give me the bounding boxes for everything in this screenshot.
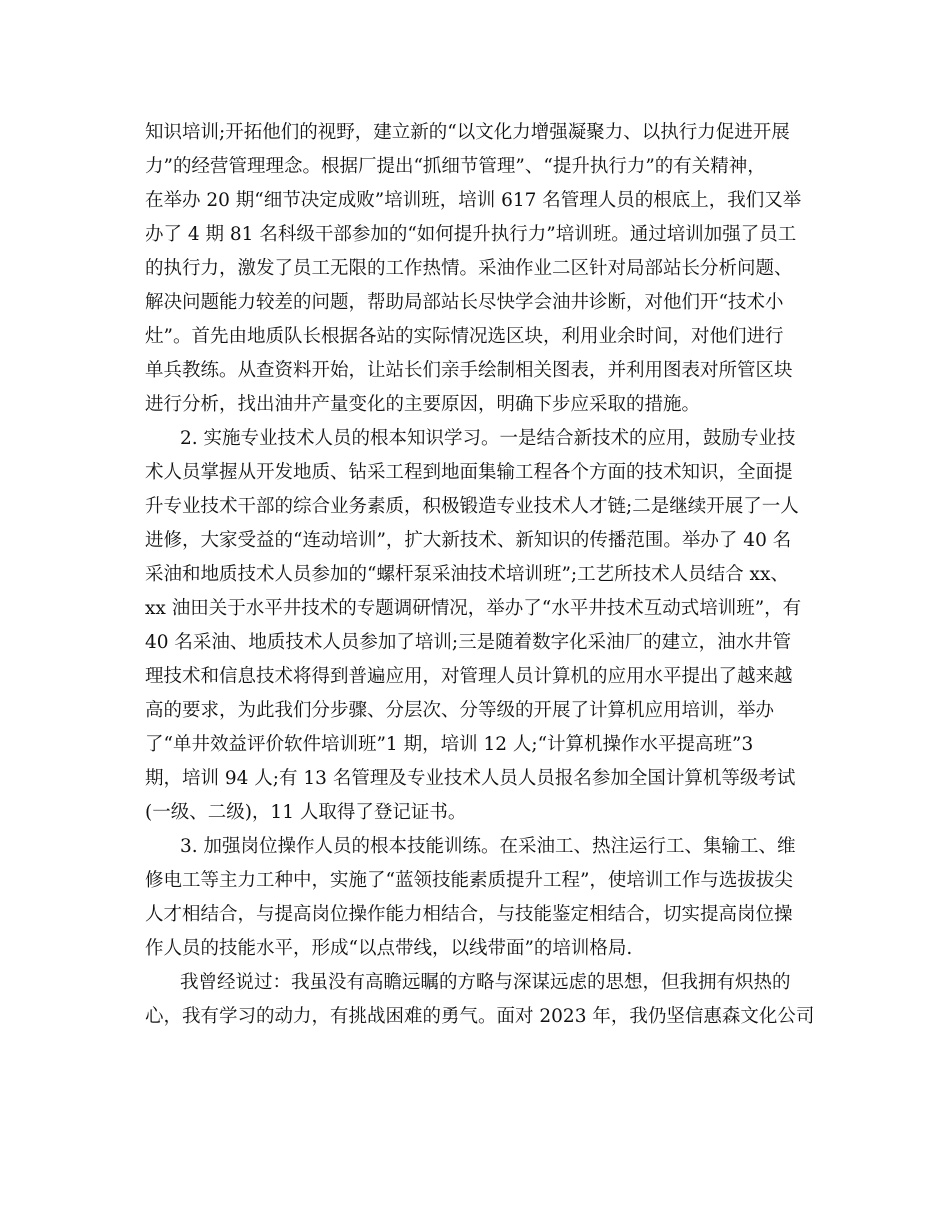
text-line: 单兵教练。从查资料开始，让站长们亲手绘制相关图表，并利用图表对所管区块 — [145, 360, 793, 381]
text-line: xx 油田关于水平井技术的专题调研情况，举办了“水平井技术互动式培训班”，有 — [145, 598, 802, 619]
text-line: 作人员的技能水平，形成“以点带线，以线带面”的培训格局. — [145, 938, 633, 959]
text-line: 的执行力，激发了员工无限的工作热情。采油作业二区针对局部站长分析问题、 — [145, 258, 793, 279]
text-line: 理技术和信息技术将得到普遍应用，对管理人员计算机的应用水平提出了越来越 — [145, 666, 793, 687]
text-line: 期，培训 94 人;有 13 名管理及专业技术人员人员报名参加全国计算机等级考试 — [145, 768, 796, 789]
text-line: 高的要求，为此我们分步骤、分层次、分等级的开展了计算机应用培训，举办 — [145, 700, 775, 721]
text-line: 在举办 20 期“细节决定成败”培训班，培训 617 名管理人员的根底上，我们又举 — [145, 190, 802, 211]
paragraph-3-first-line: 3. 加强岗位操作人员的根本技能训练。在采油工、热注运行工、集输工、维 — [180, 836, 796, 857]
text-line: 解决问题能力较差的问题，帮助局部站长尽快学会油井诊断，对他们开“技术小 — [145, 292, 784, 313]
text-line: 采油和地质技术人员参加的“螺杆泵采油技术培训班”;工艺所技术人员结合 xx、 — [145, 564, 789, 585]
text-line: (一级、二级)，11 人取得了登记证书。 — [145, 802, 467, 823]
text-line: 力”的经营管理理念。根据厂提出“抓细节管理”、“提升执行力”的有关精神， — [145, 156, 766, 177]
text-line: 升专业技术干部的综合业务素质，积极锻造专业技术人才链;二是继续开展了一人 — [145, 496, 799, 517]
text-line: 人才相结合，与提高岗位操作能力相结合，与技能鉴定相结合，切实提高岗位操 — [145, 904, 793, 925]
text-line: 办了 4 期 81 名科级干部参加的“如何提升执行力”培训班。通过培训加强了员工 — [145, 224, 797, 245]
paragraph-4-first-line: 我曾经说过：我虽没有高瞻远瞩的方略与深谋远虑的思想，但我拥有炽热的 — [180, 972, 791, 993]
paragraph-2-first-line: 2. 实施专业技术人员的根本知识学习。一是结合新技术的应用，鼓励专业技 — [180, 428, 796, 449]
text-line: 知识培训;开拓他们的视野，建立新的“以文化力增强凝聚力、以执行力促进开展 — [145, 122, 790, 143]
text-line: 40 名采油、地质技术人员参加了培训;三是随着数字化采油厂的建立，油水井管 — [145, 632, 792, 653]
text-line: 了“单井效益评价软件培训班”1 期，培训 12 人;“计算机操作水平提高班”3 — [145, 734, 754, 755]
text-line: 进修，大家受益的“连动培训”，扩大新技术、新知识的传播范围。举办了 40 名 — [145, 530, 792, 551]
text-line: 修电工等主力工种中，实施了“蓝领技能素质提升工程”，使培训工作与选拔拔尖 — [145, 870, 793, 891]
text-line: 灶”。首先由地质队长根据各站的实际情况选区块，利用业余时间，对他们进行 — [145, 326, 784, 347]
text-line: 术人员掌握从开发地质、钻采工程到地面集输工程各个方面的技术知识，全面提 — [145, 462, 793, 483]
text-line: 心，我有学习的动力，有挑战困难的勇气。面对 2023 年，我仍坚信惠森文化公司 — [145, 1006, 815, 1027]
text-line: 进行分析，找出油井产量变化的主要原因，明确下步应采取的措施。 — [145, 394, 701, 415]
